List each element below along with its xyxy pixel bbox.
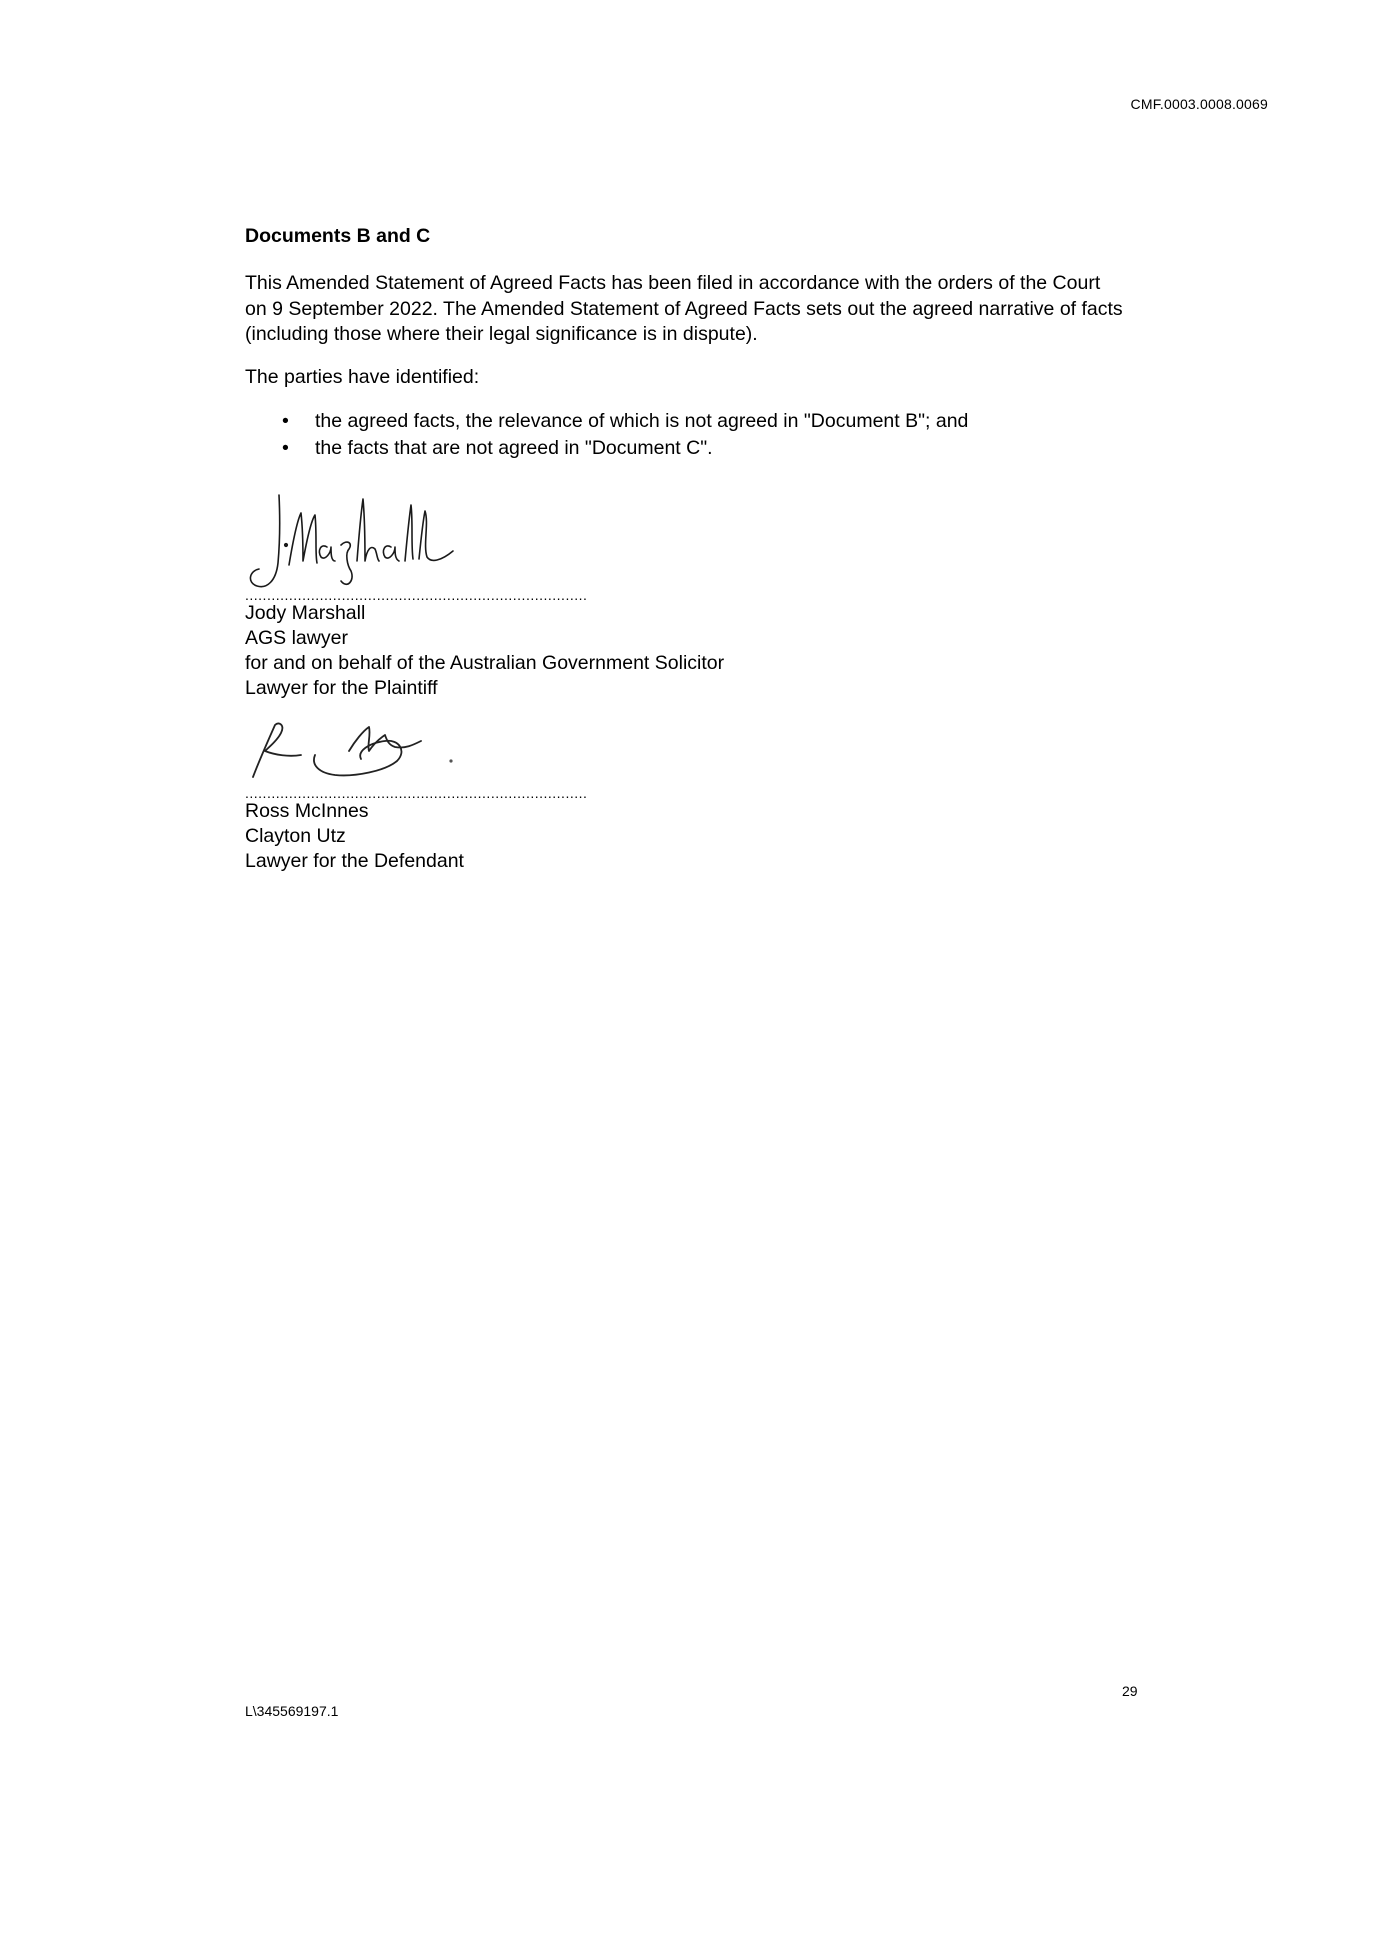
list-item xyxy=(245,435,1125,462)
document-id: CMF.0003.0008.0069 xyxy=(1130,96,1268,112)
signatory-organisation: for and on behalf of the Australian Government Solicitor xyxy=(245,652,725,674)
signatory-capacity: Lawyer for the Defendant xyxy=(245,850,464,872)
document-body xyxy=(245,225,1125,874)
list-item xyxy=(245,408,1125,435)
intro-paragraph: This Amended Statement of Agreed Facts has been filed in accordance with the orders of the Court on 9 September 2022. The Amended Statement of Agreed Facts sets out the agreed narrative of facts (including those where their legal significance is in dispute). xyxy=(245,272,1123,345)
signatory-name: Ross McInnes xyxy=(245,800,369,822)
bullet-icon: • xyxy=(282,410,289,432)
bullet-text: the facts that are not agreed in "Document C". xyxy=(315,436,713,459)
page-number: 29 xyxy=(1122,1683,1138,1699)
bullet-icon: • xyxy=(282,436,289,459)
section-heading: Documents B and C xyxy=(245,225,431,247)
signatory-organisation: Clayton Utz xyxy=(245,825,346,847)
plaintiff-signature-block xyxy=(245,491,1125,701)
signatory-name: Jody Marshall xyxy=(245,602,366,624)
signature-line: .............................................................................. xyxy=(245,589,588,601)
plaintiff-signature-image xyxy=(245,491,485,589)
bullet-list xyxy=(245,408,1125,461)
bullet-text: the agreed facts, the relevance of which is not agreed in "Document B"; and xyxy=(315,410,969,432)
signature-line: .............................................................................. xyxy=(245,787,588,799)
footer-reference: L\345569197.1 xyxy=(245,1703,339,1719)
defendant-signature-image xyxy=(245,705,485,787)
signatory-role: AGS lawyer xyxy=(245,627,348,649)
defendant-signature-block xyxy=(245,705,1125,874)
signatory-capacity: Lawyer for the Plaintiff xyxy=(245,677,438,699)
parties-paragraph: The parties have identified: xyxy=(245,365,480,388)
